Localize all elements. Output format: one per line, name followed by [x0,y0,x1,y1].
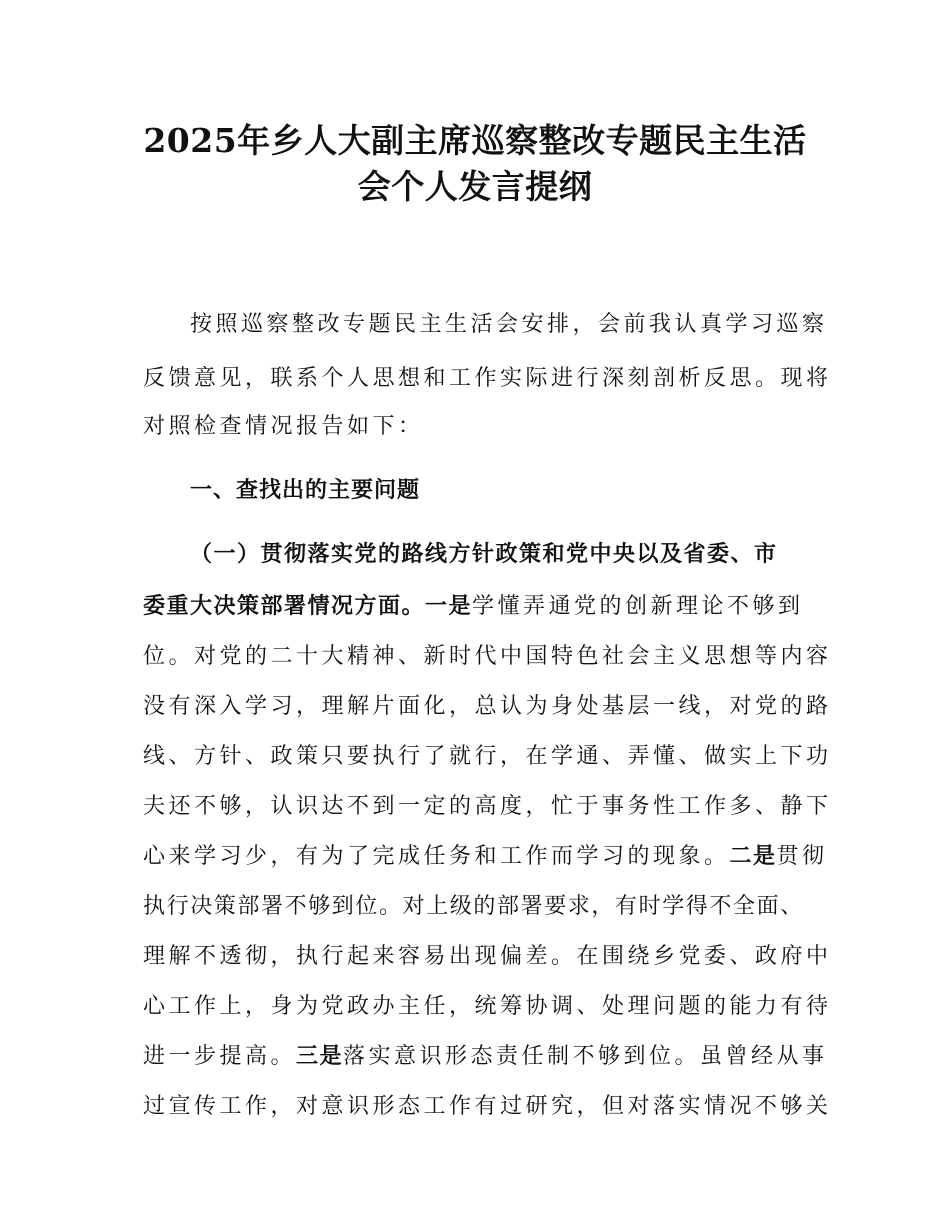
paragraph-line [143,830,833,884]
paragraph-line: 过宣传工作，对意识形态工作有过研究，但对落实情况不够关 [143,1094,832,1119]
section-heading: 一、查找出的主要问题 [190,478,421,503]
paragraph-line: 线、方针、政策只要执行了就行，在学通、弄懂、做实上下功 [143,744,832,769]
paragraph-text: 进一步提高。 [143,1044,297,1069]
intro-paragraph-line: 反馈意见，联系个人思想和工作实际进行深刻剖析反思。现将 [143,366,832,391]
paragraph-line: 位。对党的二十大精神、新时代中国特色社会主义思想等内容 [143,644,832,669]
subsection-heading-continued: 委重大决策部署情况方面。 [143,594,426,619]
paragraph-line: 夫还不够，认识达不到一定的高度，忙于事务性工作多、静下 [143,794,832,819]
document-title-line-2: 会个人发言提纲 [357,167,593,206]
paragraph-text: 贯彻 [776,844,828,869]
paragraph-line: 心工作上，身为党政办主任，统筹协调、处理问题的能力有待 [143,994,832,1019]
paragraph-line [143,580,833,634]
point-marker: 二是 [729,844,777,869]
subsection-heading: （一）贯彻落实党的路线方针政策和党中央以及省委、市 [190,542,778,567]
paragraph-line [143,1030,833,1084]
paragraph-line: 理解不透彻，执行起来容易出现偏差。在围绕乡党委、政府中 [143,944,832,969]
intro-paragraph-line: 对照检查情况报告如下： [143,414,424,439]
document-title-line-1: 2025年乡人大副主席巡察整改专题民主生活 [143,121,807,160]
paragraph-text: 落实意识形态责任制不够到位。虽曾经从事 [343,1044,828,1069]
point-marker: 一是 [425,594,473,619]
paragraph-text: 学懂弄通党的创新理论不够到 [472,594,804,619]
paragraph-line: 没有深入学习，理解片面化，总认为身处基层一线，对党的路 [143,694,832,719]
point-marker: 三是 [296,1044,344,1069]
paragraph-line: 执行决策部署不够到位。对上级的部署要求，有时学得不全面、 [143,894,804,919]
paragraph-text: 心来学习少，有为了完成任务和工作而学习的现象。 [143,844,730,869]
intro-paragraph-line: 按照巡察整改专题民主生活会安排，会前我认真学习巡察 [190,312,828,337]
